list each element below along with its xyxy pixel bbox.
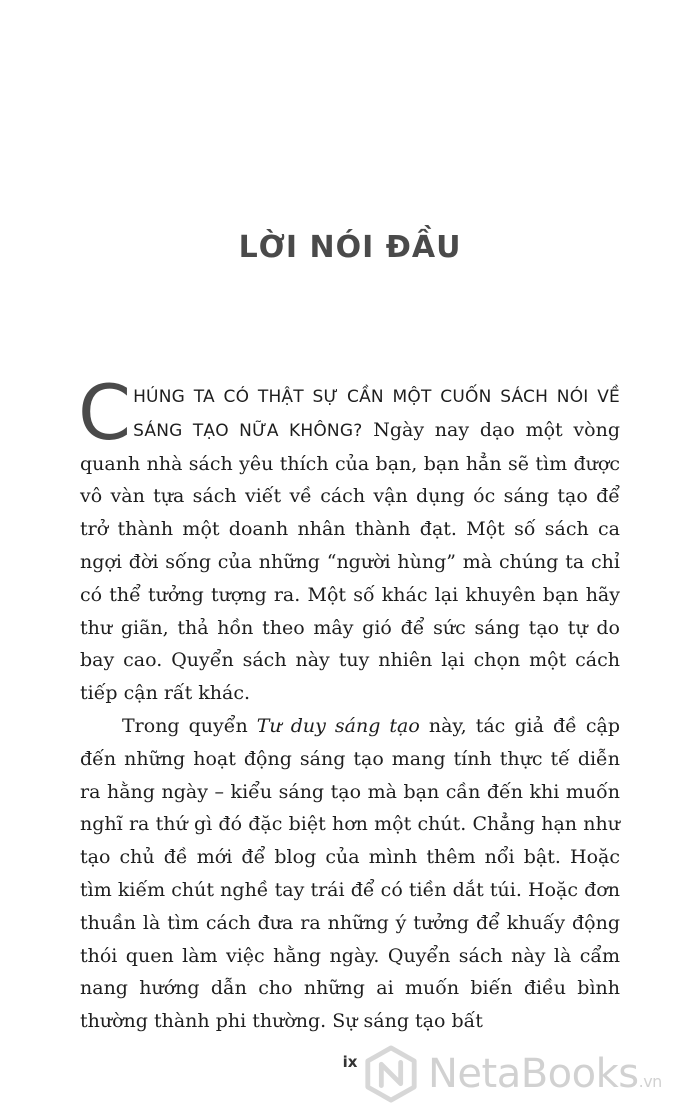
page-number: ix xyxy=(342,1053,358,1071)
body-text xyxy=(78,368,621,1038)
watermark-brand: NetaBooks xyxy=(428,1051,639,1097)
drop-cap: C xyxy=(78,368,132,457)
watermark-suffix: .vn xyxy=(638,1072,662,1091)
watermark-text xyxy=(428,1051,662,1097)
chapter-title: LỜI NÓI ĐẦU xyxy=(238,230,462,265)
paragraph-1 xyxy=(78,368,620,710)
paragraph-2-text: này, tác giả đề cập đến những hoạt động sáng tạo mang tính thực tế diễn ra hằng ngày – kiểu sáng tạo mà bạn cần đến khi muốn nghĩ ra thứ gì đó đặc biệt hơn một chút. Chẳng hạn như tạo chủ đề mới để blog của mình thêm nổi bật. Hoặc tìm kiếm chút nghề tay trái để có tiền dắt túi. Hoặc đơn thuần là tìm cách đưa ra những ý tưởng để khuấy động thói quen làm việc hằng ngày. Quyển sách này là cẩm nang hướng dẫn cho những ai muốn biến điều bình thường thành phi thường. Sự sáng tạo bất xyxy=(80,714,621,1033)
paragraph-2 xyxy=(80,710,620,1038)
book-title: Tư duy sáng tạo xyxy=(256,714,420,737)
netabooks-logo-icon xyxy=(362,1045,420,1103)
paragraph-2-start: Trong quyển xyxy=(122,714,257,737)
paragraph-1-text: Ngày nay dạo một vòng quanh nhà sách yêu thích của bạn, bạn hẳn sẽ tìm được vô vàn tựa sách viết về cách vận dụng óc sáng tạo để trở thành một doanh nhân thành đạt. Một số sách ca ngợi đời sống của những “người hùng” mà chúng ta chỉ có thể tưởng tượng ra. Một số khác lại khuyên bạn hãy thư giãn, thả hồn theo mây gió để sức sáng tạo tự do bay cao. Quyển sách này tuy nhiên lại chọn một cách tiếp cận rất khác. xyxy=(80,418,620,705)
lead-caps: HÚNG TA CÓ THẬT SỰ CẦN MỘT CUỐN SÁCH NÓI VỀ SÁNG TẠO NỮA KHÔNG? xyxy=(133,387,620,441)
watermark xyxy=(362,1044,692,1104)
